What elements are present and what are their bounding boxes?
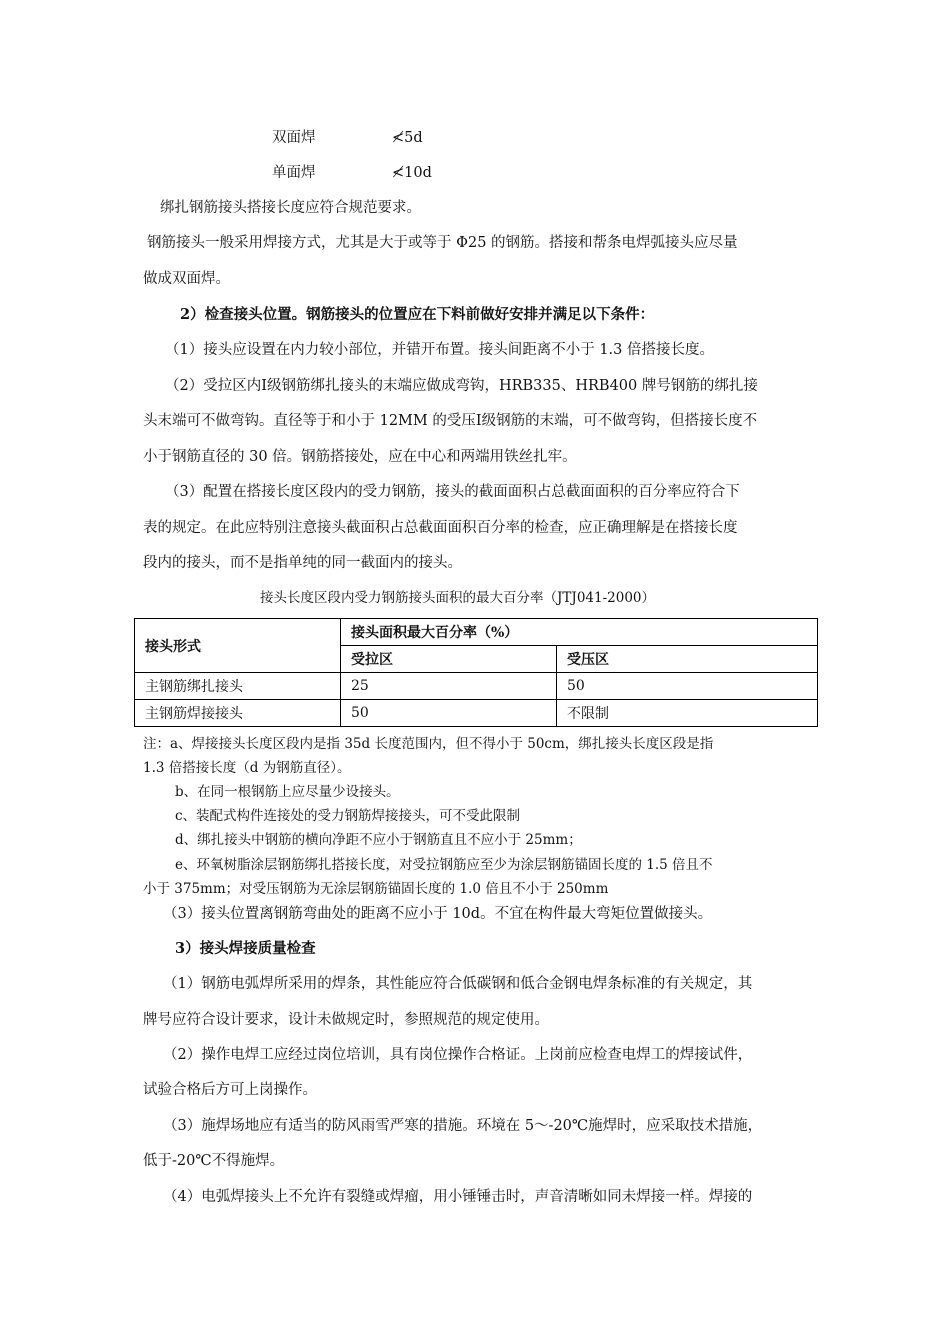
text-line: （3）接头位置离钢筋弯曲处的距离不应小于 10d。不宜在构件最大弯矩位置做接头。 [163, 906, 713, 922]
text-line: 3）接头焊接质量检查 [175, 940, 316, 957]
text-line: 低于-20℃不得施焊。 [143, 1153, 285, 1169]
cell-tension: 25 [341, 673, 557, 700]
header-joint-form: 接头形式 [135, 619, 341, 673]
text-line: 绑扎钢筋接头搭接长度应符合规范要求。 [160, 200, 421, 216]
text-line: （3）施焊场地应有适当的防风雨雪严寒的措施。环境在 5～-20℃施焊时，应采取技术措施， [163, 1118, 763, 1134]
text-line: 单面焊 [272, 165, 316, 181]
cell-form: 主钢筋焊接接头 [135, 700, 341, 727]
cell-compression: 50 [557, 673, 818, 700]
text-line: 段内的接头，而不是指单纯的同一截面内的接头。 [143, 555, 462, 571]
text-line: （1）钢筋电弧焊所采用的焊条，其性能应符合低碳钢和低合金钢电焊条标准的有关规定，其 [163, 976, 753, 992]
text-line: 双面焊 [272, 130, 316, 146]
joint-percentage-table [134, 618, 818, 727]
text-line: （1）接头应设置在内力较小部位，并错开布置。接头间距离不小于 1.3 倍搭接长度。 [165, 342, 715, 358]
text-line: 注：a、焊接接头长度区段内是指 35d 长度范围内，但不得小于 50cm，绑扎接头长度区段是指 [143, 736, 714, 752]
text-line: 表的规定。在此应特别注意接头截面积占总截面面积百分率的检查，应正确理解是在搭接长度 [143, 520, 738, 536]
header-tension-zone: 受拉区 [341, 646, 557, 673]
text-line: ≮10d [392, 165, 432, 181]
text-line: 牌号应符合设计要求，设计未做规定时，参照规范的规定使用。 [143, 1012, 549, 1028]
text-line: 小于 375mm；对受压钢筋为无涂层钢筋锚固长度的 1.0 倍且不小于 250mm [143, 881, 609, 897]
cell-form: 主钢筋绑扎接头 [135, 673, 341, 700]
text-line: d、绑扎接头中钢筋的横向净距不应小于钢筋直且不应小于 25mm； [175, 832, 582, 848]
text-line: 小于钢筋直径的 30 倍。钢筋搭接处，应在中心和两端用铁丝扎牢。 [143, 449, 577, 465]
text-line: 2）检查接头位置。钢筋接头的位置应在下料前做好安排并满足以下条件： [180, 306, 655, 323]
text-line: 钢筋接头一般采用焊接方式，尤其是大于或等于 Φ25 的钢筋。搭接和帮条电焊弧接头应尽量 [147, 235, 738, 251]
text-line: e、环氧树脂涂层钢筋绑扎搭接长度，对受拉钢筋应至少为涂层钢筋锚固长度的 1.5 倍且不 [175, 857, 713, 873]
text-line: 做成双面焊。 [143, 271, 230, 287]
text-line: 头末端可不做弯钩。直径等于和小于 12MM 的受压Ⅰ级钢筋的末端，可不做弯钩，但搭接长度不 [143, 413, 758, 429]
text-line: （3）配置在搭接长度区段内的受力钢筋，接头的截面面积占总截面面积的百分率应符合下 [165, 484, 740, 500]
text-line: ≮5d [392, 130, 423, 146]
text-line: （2）受拉区内Ⅰ级钢筋绑扎接头的末端应做成弯钩，HRB335、HRB400 牌号钢筋的绑扎接 [165, 378, 758, 394]
table-row [135, 673, 818, 700]
text-line: （4）电弧焊接头上不允许有裂缝或焊瘤，用小锤锤击时，声音清晰如同未焊接一样。焊接的 [163, 1189, 753, 1205]
cell-compression: 不限制 [557, 700, 818, 727]
text-line: 接头长度区段内受力钢筋接头面积的最大百分率（JTJ041-2000） [260, 590, 656, 606]
table-header-row [135, 619, 818, 646]
header-max-percentage: 接头面积最大百分率（%） [341, 619, 818, 646]
text-line: 1.3 倍搭接长度（d 为钢筋直径）。 [143, 760, 351, 776]
text-line: 试验合格后方可上岗操作。 [143, 1082, 317, 1098]
text-line: c、装配式构件连接处的受力钢筋焊接接头，可不受此限制 [175, 808, 521, 824]
text-line: b、在同一根钢筋上应尽量少设接头。 [175, 784, 400, 800]
table-row [135, 700, 818, 727]
header-compression-zone: 受压区 [557, 646, 818, 673]
text-line: （2）操作电焊工应经过岗位培训，具有岗位操作合格证。上岗前应检查电焊工的焊接试件， [163, 1047, 753, 1063]
cell-tension: 50 [341, 700, 557, 727]
